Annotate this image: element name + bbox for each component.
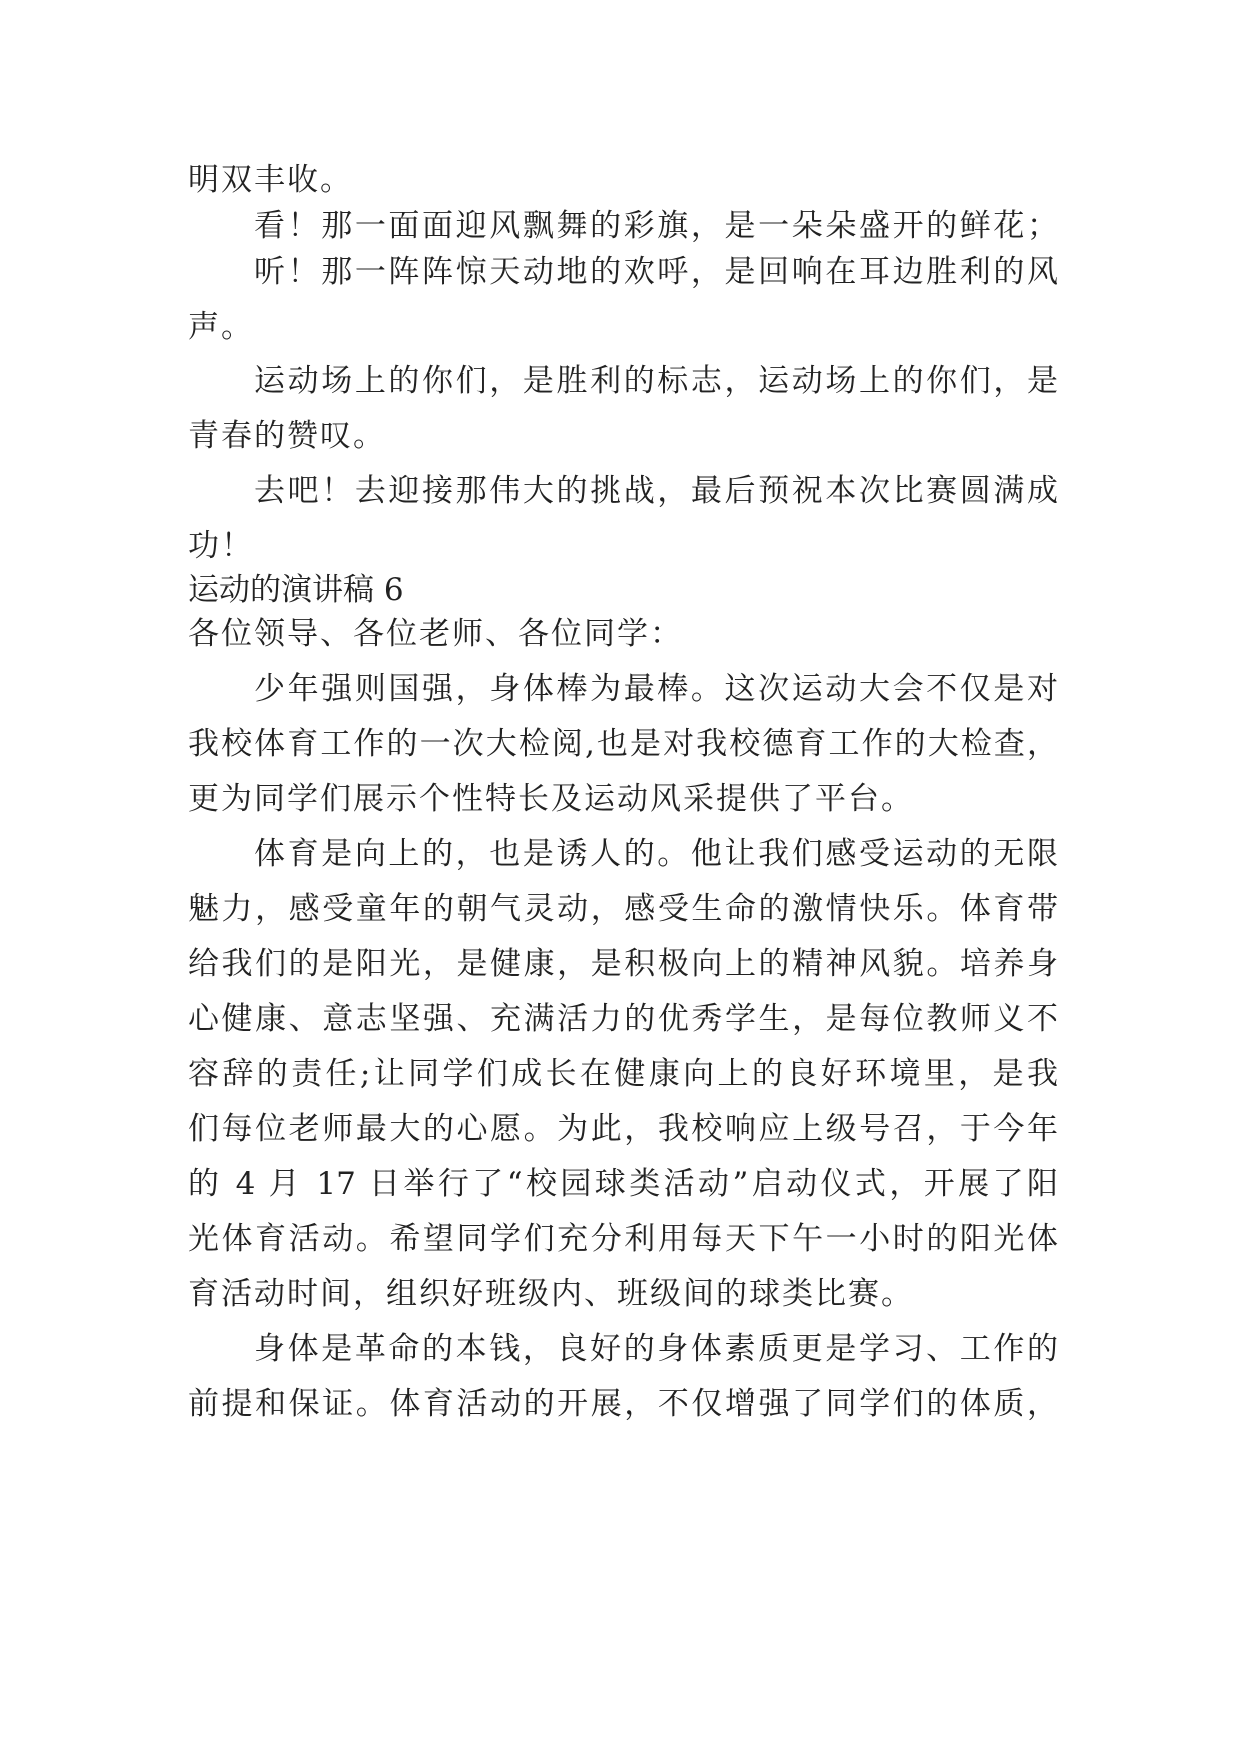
text-line: 更为同学们展示个性特长及运动风采提供了平台。 xyxy=(188,781,914,817)
text-line: 青春的赞叹。 xyxy=(188,418,386,454)
text-line: 体育是向上的，也是诱人的。他让我们感受运动的无限 xyxy=(254,836,1058,872)
document-page xyxy=(188,0,1058,1754)
text-line: 声。 xyxy=(188,309,254,345)
text-line: 们每位老师最大的心愿。为此，我校响应上级号召，于今年 xyxy=(188,1111,1058,1147)
text-line: 心健康、意志坚强、充满活力的优秀学生，是每位教师义不 xyxy=(188,1001,1058,1037)
text-line: 去吧！去迎接那伟大的挑战，最后预祝本次比赛圆满成 xyxy=(254,473,1058,509)
text-line: 育活动时间，组织好班级内、班级间的球类比赛。 xyxy=(188,1276,914,1312)
text-line: 我校体育工作的一次大检阅,也是对我校德育工作的大检查， xyxy=(188,726,1058,762)
section-title: 运动的演讲稿 6 xyxy=(188,572,404,608)
text-line: 运动场上的你们，是胜利的标志，运动场上的你们，是 xyxy=(254,363,1058,399)
text-line: 光体育活动。希望同学们充分利用每天下午一小时的阳光体 xyxy=(188,1221,1058,1257)
text-line: 看！那一面面迎风飘舞的彩旗，是一朵朵盛开的鲜花； xyxy=(254,208,1058,244)
text-line: 前提和保证。体育活动的开展，不仅增强了同学们的体质， xyxy=(188,1386,1058,1422)
salutation: 各位领导、各位老师、各位同学： xyxy=(188,616,683,652)
text-line: 少年强则国强，身体棒为最棒。这次运动大会不仅是对 xyxy=(254,671,1058,707)
text-line: 的 4 月 17 日举行了“校园球类活动”启动仪式，开展了阳 xyxy=(188,1166,1058,1202)
text-line: 身体是革命的本钱，良好的身体素质更是学习、工作的 xyxy=(254,1331,1058,1367)
text-line: 魅力，感受童年的朝气灵动，感受生命的激情快乐。体育带 xyxy=(188,891,1058,927)
text-line: 功！ xyxy=(188,528,254,564)
text-line: 给我们的是阳光，是健康，是积极向上的精神风貌。培养身 xyxy=(188,946,1058,982)
text-line: 容辞的责任;让同学们成长在健康向上的良好环境里，是我 xyxy=(188,1056,1058,1092)
text-line: 明双丰收。 xyxy=(188,162,353,198)
text-line: 听！那一阵阵惊天动地的欢呼，是回响在耳边胜利的风 xyxy=(254,254,1058,290)
